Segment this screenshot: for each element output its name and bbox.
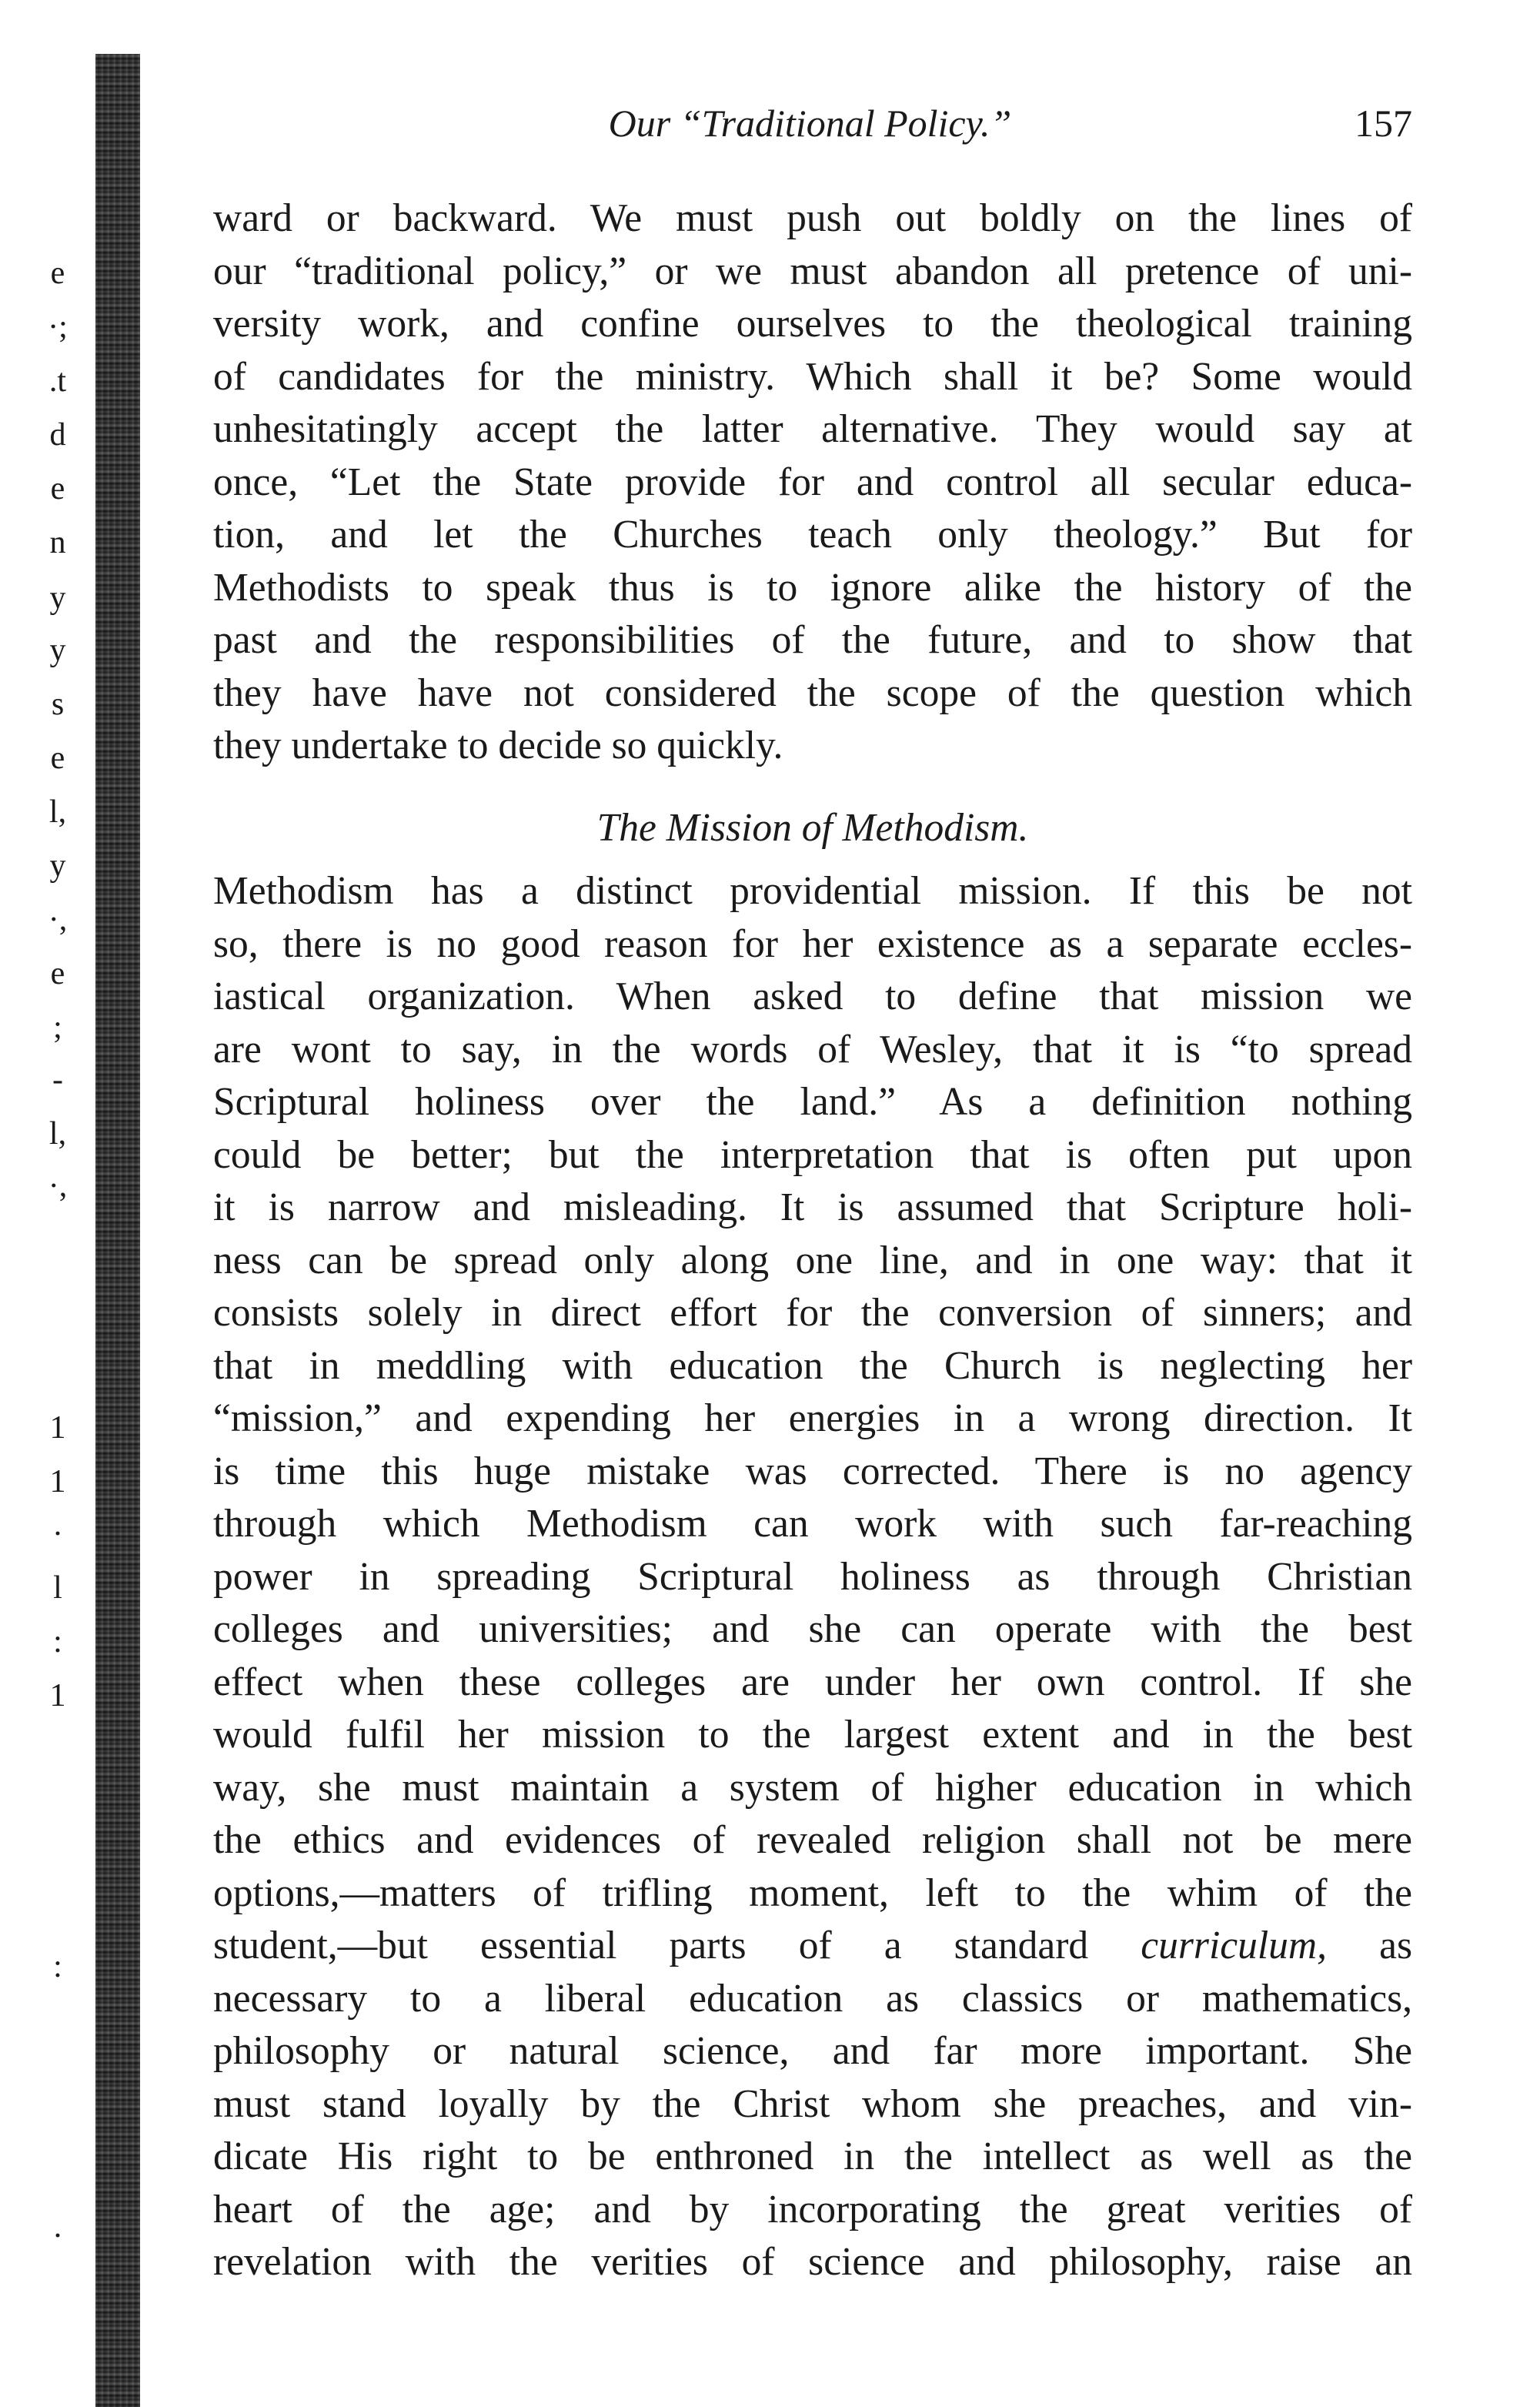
text-line: versity work, and confine ourselves to the theological training [213, 302, 1412, 346]
facing-fragment: n [49, 525, 66, 560]
text-line: Methodists to speak thus is to ignore alike the history of the [213, 565, 1412, 610]
paragraph [213, 865, 1412, 2289]
facing-fragment: · [52, 2218, 63, 2254]
facing-fragment: e [50, 956, 65, 991]
text-line: they undertake to decide so quickly. [213, 724, 783, 767]
text-line: that in meddling with education the Church is neglecting her [213, 1343, 1412, 1388]
facing-page-fragments [23, 0, 92, 2407]
facing-fragment: ·, [48, 902, 68, 938]
text-line: must stand loyally by the Christ whom she preaches, and vin- [213, 2081, 1412, 2126]
facing-fragment: 1 [49, 1678, 66, 1713]
text-line: past and the responsibilities of the future, and to show that [213, 618, 1412, 662]
text-line: could be better; but the interpretation that is often put upon [213, 1132, 1412, 1177]
text-line: power in spreading Scriptural holiness as through Christian [213, 1554, 1412, 1599]
facing-fragment: ·, [48, 1168, 68, 1204]
text-line: through which Methodism can work with such far-reaching [213, 1502, 1412, 1546]
text-line: way, she must maintain a system of higher education in which [213, 1765, 1412, 1810]
facing-fragment: y [49, 633, 66, 668]
text-line: they have have not considered the scope of the question which [213, 670, 1412, 715]
page-header [208, 96, 1412, 150]
text-line: “mission,” and expending her energies in a wrong direction. It [213, 1396, 1412, 1440]
text-line: of candidates for the ministry. Which shall it be? Some would [213, 354, 1412, 399]
text-line: our “traditional policy,” or we must abandon all pretence of uni- [213, 249, 1412, 293]
text-line: the ethics and evidences of revealed religion shall not be mere [213, 1818, 1412, 1862]
facing-fragment: e [50, 256, 65, 291]
facing-fragment: 1 [49, 1464, 66, 1499]
text-line: would fulfil her mission to the largest extent and in the best [213, 1713, 1412, 1757]
facing-fragment: l [53, 1570, 62, 1606]
text-line: tion, and let the Churches teach only theology.” But for [213, 513, 1412, 557]
binding-gutter [95, 54, 140, 2407]
facing-fragment: : [53, 1624, 62, 1660]
facing-fragment: .t [48, 363, 67, 399]
text-line: philosophy or natural science, and far more important. She [213, 2029, 1412, 2073]
body-text [213, 192, 1412, 2289]
text-line: revelation with the verities of science and philosophy, raise an [213, 2240, 1412, 2284]
text-line: Scriptural holiness over the land.” As a definition nothing [213, 1080, 1412, 1124]
text-line: consists solely in direct effort for the conversion of sinners; and [213, 1291, 1412, 1335]
text-line: Methodism has a distinct providential mission. If this be not [213, 869, 1412, 913]
text-line: ward or backward. We must push out boldly on the lines of [213, 196, 1412, 240]
facing-fragment: e [50, 471, 65, 506]
text-line: unhesitatingly accept the latter alternative. They would say at [213, 407, 1412, 451]
paragraph [213, 192, 1412, 773]
facing-fragment: s [51, 687, 65, 722]
text-line: so, there is no good reason for her existence as a separate eccles- [213, 921, 1412, 966]
text-line: are wont to say, in the words of Wesley, that it is “to spread [213, 1027, 1412, 1071]
text-run: as [1326, 1924, 1412, 1967]
facing-fragment: e [50, 740, 65, 776]
facing-fragment: y [49, 580, 66, 616]
text-line-with-italic [213, 1920, 1412, 1973]
text-line: once, “Let the State provide for and control all secular educa- [213, 460, 1412, 504]
facing-fragment: ·; [48, 309, 68, 345]
facing-fragment: : [53, 1949, 62, 1984]
facing-fragment: l, [48, 1116, 67, 1152]
text-line: it is narrow and misleading. It is assumed that Scripture holi- [213, 1185, 1412, 1229]
text-line: colleges and universities; and she can operate with the best [213, 1607, 1412, 1651]
italic-term: curriculum, [1141, 1924, 1327, 1967]
text-line: options,—matters of trifling moment, left to the whim of the [213, 1870, 1412, 1915]
text-line: effect when these colleges are under her own control. If she [213, 1660, 1412, 1704]
facing-fragment: - [52, 1062, 63, 1098]
text-line: iastical organization. When asked to define that mission we [213, 975, 1412, 1018]
facing-fragment: 1 [49, 1410, 66, 1446]
facing-fragment: y [49, 848, 66, 884]
facing-fragment: · [52, 1516, 63, 1552]
text-line: heart of the age; and by incorporating the great verities of [213, 2187, 1412, 2231]
facing-fragment: ; [53, 1010, 62, 1045]
text-run: student,—but essential parts of a standard [213, 1924, 1141, 1967]
section-heading: The Mission of Methodism. [596, 805, 1029, 850]
facing-fragment: d [49, 417, 66, 453]
text-line: ness can be spread only along one line, and in one way: that it [213, 1238, 1412, 1282]
text-line: dicate His right to be enthroned in the intellect as well as the [213, 2135, 1412, 2178]
text-line: necessary to a liberal education as classics or mathematics, [213, 1976, 1412, 2021]
facing-fragment: l, [48, 794, 67, 830]
running-title: Our “Traditional Policy.” [608, 102, 1012, 145]
page-number: 157 [1355, 102, 1412, 145]
text-line: is time this huge mistake was corrected. There is no agency [213, 1449, 1412, 1493]
